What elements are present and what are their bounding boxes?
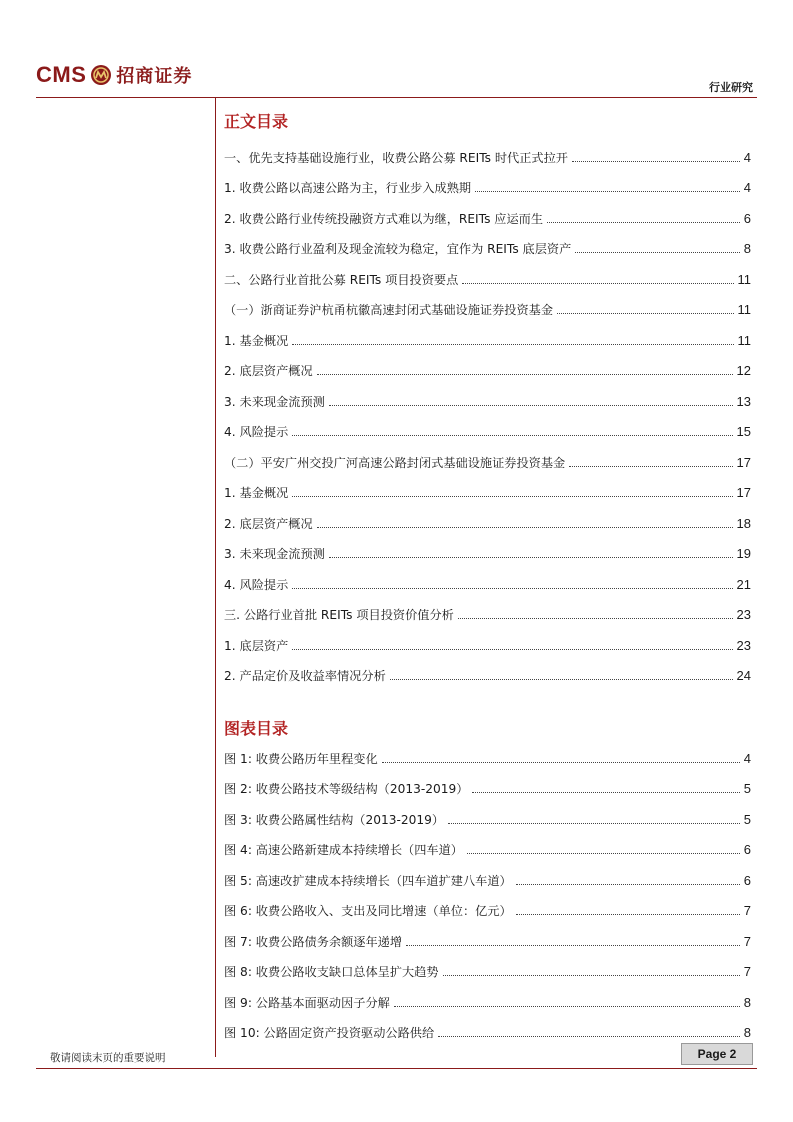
toc-entry[interactable] [224, 600, 751, 631]
toc-entry-label: （二）平安广州交投广河高速公路封闭式基础设施证券投资基金 [224, 454, 569, 471]
figure-entry-page: 6 [743, 842, 751, 858]
dot-leader [516, 884, 740, 885]
toc-entry-label: 三. 公路行业首批 REITs 项目投资价值分析 [224, 606, 458, 623]
dot-leader [292, 344, 733, 345]
figure-entry-page: 8 [743, 1025, 751, 1041]
toc-entry-page: 18 [736, 515, 751, 531]
toc-entry-page: 23 [736, 637, 751, 653]
toc-entry-label: 1. 基金概况 [224, 332, 292, 349]
dot-leader [317, 527, 733, 528]
toc-entry-label: 4. 风险提示 [224, 423, 292, 440]
toc-entry-page: 11 [737, 302, 751, 318]
toc-entry-page: 4 [743, 149, 751, 165]
toc-entry[interactable] [224, 447, 751, 478]
toc-entry-label: 二、公路行业首批公募 REITs 项目投资要点 [224, 271, 462, 288]
toc-entry-label: 2. 底层资产概况 [224, 362, 317, 379]
figure-entry[interactable] [224, 987, 751, 1018]
logo-chinese-name: 招商证券 [116, 66, 193, 87]
dot-leader [292, 588, 732, 589]
toc-entry[interactable] [224, 386, 751, 417]
toc-entry-page: 4 [743, 180, 751, 196]
toc-entry-page: 6 [743, 210, 751, 226]
dot-leader [547, 222, 740, 223]
left-margin-rule [215, 97, 216, 1057]
dot-leader [292, 649, 732, 650]
toc-entry-label: 2. 收费公路行业传统投融资方式难以为继，REITs 应运而生 [224, 210, 547, 227]
toc-entry[interactable] [224, 356, 751, 387]
dot-leader [569, 466, 732, 467]
toc-entry-label: 一、优先支持基础设施行业，收费公路公募 REITs 时代正式拉开 [224, 149, 572, 166]
toc-entry-page: 21 [736, 576, 751, 592]
figure-entry-page: 8 [743, 994, 751, 1010]
dot-leader [458, 618, 733, 619]
toc-entry-label: 2. 底层资产概况 [224, 515, 317, 532]
toc-entry-page: 23 [736, 607, 751, 623]
figure-entry-label: 图 5: 高速改扩建成本持续增长（四车道扩建八车道） [224, 872, 516, 889]
toc-entry[interactable] [224, 295, 751, 326]
figure-entry-label: 图 7: 收费公路债务余额逐年递增 [224, 933, 406, 950]
figures-list [224, 743, 751, 1048]
figure-entry[interactable] [224, 774, 751, 805]
toc-entry-page: 15 [736, 424, 751, 440]
figure-entry[interactable] [224, 835, 751, 866]
toc-entry-label: 1. 底层资产 [224, 637, 292, 654]
figure-entry-label: 图 8: 收费公路收支缺口总体呈扩大趋势 [224, 963, 443, 980]
figure-entry-page: 7 [743, 903, 751, 919]
figure-entry[interactable] [224, 804, 751, 835]
figure-entry[interactable] [224, 896, 751, 927]
figure-entry-page: 5 [743, 811, 751, 827]
dot-leader [317, 374, 733, 375]
toc-entry[interactable] [224, 417, 751, 448]
toc-entry-page: 12 [736, 363, 751, 379]
toc-entry-label: 4. 风险提示 [224, 576, 292, 593]
figure-entry[interactable] [224, 926, 751, 957]
dot-leader [472, 792, 739, 793]
figure-entry[interactable] [224, 743, 751, 774]
figure-entry[interactable] [224, 865, 751, 896]
dot-leader [462, 283, 733, 284]
dot-leader [390, 679, 733, 680]
toc-entry-page: 17 [736, 485, 751, 501]
logo-emblem-icon [90, 64, 112, 86]
dot-leader [516, 914, 740, 915]
dot-leader [575, 252, 739, 253]
footer-disclaimer: 敬请阅读末页的重要说明 [50, 1052, 166, 1064]
toc-entry-label: 1. 收费公路以高速公路为主，行业步入成熟期 [224, 179, 475, 196]
toc-entry-page: 13 [736, 393, 751, 409]
toc-entry[interactable] [224, 264, 751, 295]
toc-entry-page: 11 [737, 332, 751, 348]
toc-entry[interactable] [224, 539, 751, 570]
figure-entry-label: 图 9: 公路基本面驱动因子分解 [224, 994, 394, 1011]
dot-leader [292, 496, 732, 497]
toc-entry-label: 3. 未来现金流预测 [224, 545, 329, 562]
figure-entry-page: 7 [743, 964, 751, 980]
toc-entry-page: 24 [736, 668, 751, 684]
figure-entry[interactable] [224, 957, 751, 988]
dot-leader [292, 435, 732, 436]
dot-leader [443, 975, 740, 976]
toc-entry-page: 8 [743, 241, 751, 257]
toc-entry[interactable] [224, 661, 751, 692]
header-divider [36, 97, 757, 98]
figure-entry-label: 图 4: 高速公路新建成本持续增长（四车道） [224, 841, 467, 858]
toc-entry[interactable] [224, 173, 751, 204]
footer-divider [36, 1068, 757, 1069]
toc-list [224, 142, 751, 691]
dot-leader [438, 1036, 740, 1037]
figure-entry-page: 6 [743, 872, 751, 888]
toc-entry[interactable] [224, 630, 751, 661]
dot-leader [394, 1006, 740, 1007]
toc-entry-label: 1. 基金概况 [224, 484, 292, 501]
toc-title: 正文目录 [224, 112, 289, 131]
dot-leader [467, 853, 740, 854]
toc-entry[interactable] [224, 234, 751, 265]
figure-entry-label: 图 6: 收费公路收入、支出及同比增速（单位：亿元） [224, 902, 516, 919]
toc-entry[interactable] [224, 325, 751, 356]
figure-entry-label: 图 3: 收费公路属性结构（2013-2019） [224, 811, 448, 828]
toc-entry[interactable] [224, 569, 751, 600]
dot-leader [572, 161, 740, 162]
toc-entry-page: 11 [737, 271, 751, 287]
figure-entry[interactable] [224, 1018, 751, 1049]
toc-entry-page: 17 [736, 454, 751, 470]
brand-logo [36, 60, 192, 90]
dot-leader [382, 762, 740, 763]
toc-entry-label: 3. 未来现金流预测 [224, 393, 329, 410]
figure-entry-label: 图 10: 公路固定资产投资驱动公路供给 [224, 1024, 438, 1041]
figure-entry-label: 图 2: 收费公路技术等级结构（2013-2019） [224, 780, 472, 797]
logo-text: CMS [36, 62, 87, 87]
toc-entry[interactable] [224, 142, 751, 173]
page-number: Page 2 [681, 1043, 753, 1065]
figures-title: 图表目录 [224, 719, 289, 738]
figure-entry-page: 4 [743, 750, 751, 766]
report-category: 行业研究 [709, 81, 753, 94]
figure-entry-label: 图 1: 收费公路历年里程变化 [224, 750, 382, 767]
dot-leader [329, 405, 733, 406]
figure-entry-page: 5 [743, 781, 751, 797]
toc-entry[interactable] [224, 478, 751, 509]
toc-entry[interactable] [224, 508, 751, 539]
dot-leader [329, 557, 733, 558]
toc-entry-label: （一）浙商证券沪杭甬杭徽高速封闭式基础设施证券投资基金 [224, 301, 557, 318]
dot-leader [406, 945, 740, 946]
toc-entry[interactable] [224, 203, 751, 234]
toc-entry-label: 2. 产品定价及收益率情况分析 [224, 667, 390, 684]
dot-leader [475, 191, 740, 192]
toc-entry-label: 3. 收费公路行业盈利及现金流较为稳定，宜作为 REITs 底层资产 [224, 240, 575, 257]
figure-entry-page: 7 [743, 933, 751, 949]
dot-leader [557, 313, 733, 314]
dot-leader [448, 823, 740, 824]
toc-entry-page: 19 [736, 546, 751, 562]
